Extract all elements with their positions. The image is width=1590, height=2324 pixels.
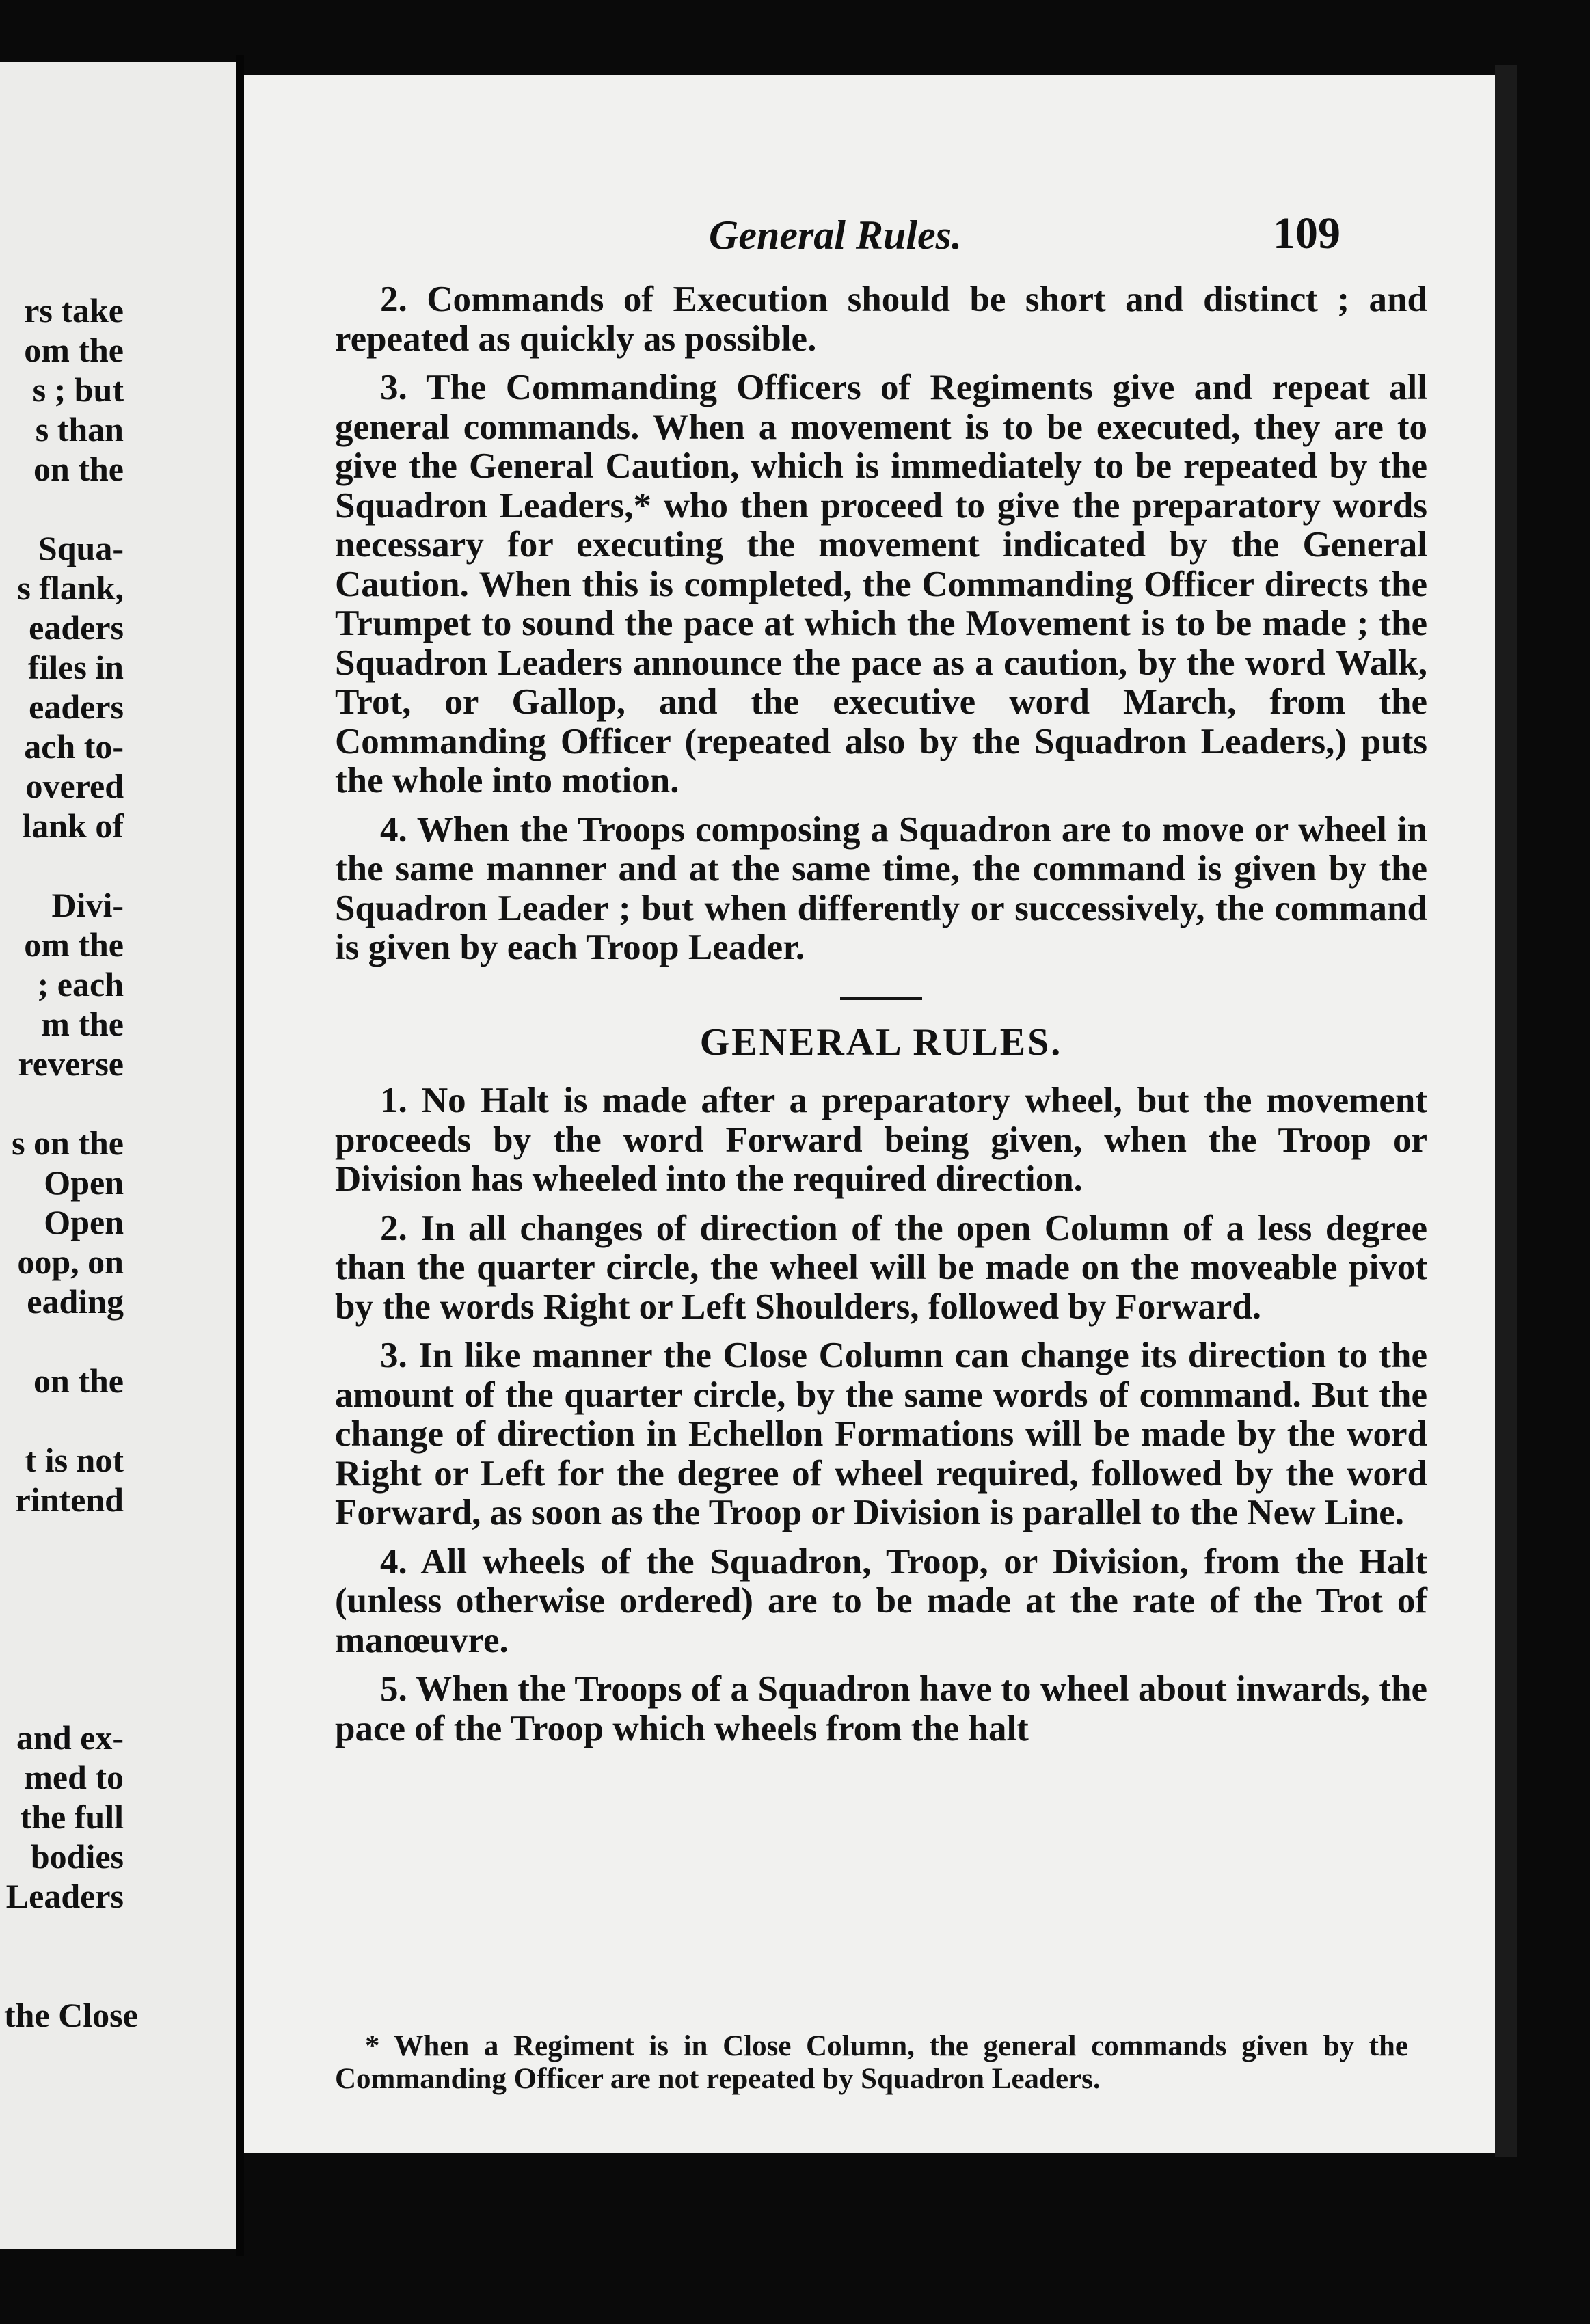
left-page-line: rintend — [15, 1481, 124, 1519]
page-edge-shadow — [1495, 65, 1517, 2157]
book-gutter — [236, 55, 244, 2256]
left-page-line: on the — [33, 450, 124, 488]
left-page-line — [4, 1559, 124, 1599]
left-page-line: Divi- — [51, 886, 124, 924]
left-page-line: om the — [24, 331, 124, 369]
left-page-line — [4, 846, 124, 885]
left-page-line — [4, 1916, 124, 1956]
right-page — [244, 75, 1495, 2153]
rule-1-no-halt: 1. No Halt is made after a preparatory wheel, but the movement proceeds by the word Forward being given, when the Troop or Division has wheeled into the required direction. — [335, 1081, 1427, 1199]
rule-4-wheels-from-halt: 4. All wheels of the Squadron, Troop, or Division, from the Halt (unless otherwise ordered) are to be made at the rate of the Trot of manœuvre. — [335, 1541, 1427, 1660]
left-page-line: med to — [24, 1758, 124, 1796]
left-page-line: eaders — [29, 688, 124, 726]
paragraph-troops-composing-squadron: 4. When the Troops composing a Squadron are to move or wheel in the same manner and at the same time, the command is given by the Squadron Leader ; but when differently or successively, the command is given by each Troop Leader. — [335, 809, 1427, 967]
left-page-line: oop, on — [17, 1243, 124, 1281]
left-page-line: bodies — [30, 1837, 124, 1876]
left-page-line: files in — [27, 648, 124, 686]
left-page-line: Open — [44, 1163, 124, 1202]
body-text — [335, 280, 1427, 1748]
left-page-line: overed — [25, 767, 124, 805]
left-page-line: s on the — [12, 1124, 124, 1162]
rule-2-changes-of-direction: 2. In all changes of direction of the open Column of a less degree than the quarter circle, the wheel will be made on the moveable pivot by the words Right or Left Shoulders, followed by Forward. — [335, 1208, 1427, 1327]
paragraph-commanding-officers — [335, 368, 1427, 801]
left-page-line: reverse — [18, 1044, 124, 1083]
left-page-line: Leaders — [5, 1877, 124, 1915]
left-page-line — [4, 489, 124, 528]
left-page-line: Squa- — [38, 529, 124, 567]
left-page-line: the full — [20, 1798, 124, 1836]
left-page-line: s than — [35, 410, 124, 448]
left-page-line: s flank, — [17, 569, 124, 607]
rule-3-close-column: 3. In like manner the Close Column can change its direction to the amount of the quarter circle, by the same words of command. But the change of direction in Echellon Formations will be made by the word Right or Left for the degree of wheel required, followed by the word Forward, as soon as the Troop or Division is parallel to the New Line. — [335, 1336, 1427, 1532]
left-page-line-fragments — [4, 290, 138, 2035]
left-page-line: and ex- — [16, 1718, 124, 1757]
left-page-line — [4, 1956, 124, 1995]
left-page-line — [4, 1599, 124, 1638]
left-page-line: m the — [41, 1005, 124, 1043]
left-page-line — [4, 1401, 124, 1440]
left-page-line: ach to- — [24, 727, 124, 766]
left-page-line — [4, 1083, 124, 1123]
left-page-line: s ; but — [32, 370, 124, 409]
left-page-line — [4, 1519, 124, 1559]
paragraph-commands-of-execution: 2. Commands of Execution should be short and distinct ; and repeated as quickly as possible. — [335, 280, 1427, 359]
left-page-line: Open — [44, 1203, 124, 1241]
left-page-line — [4, 1678, 124, 1718]
page-number: 109 — [1273, 208, 1340, 258]
running-head — [244, 208, 1340, 267]
left-page-line: the Close — [4, 1996, 138, 2034]
rule-5-wheel-about-inwards: 5. When the Troops of a Squadron have to wheel about inwards, the pace of the Troop which wheels from the halt — [335, 1669, 1427, 1748]
running-title: General Rules. — [709, 213, 962, 258]
left-page-fragment — [0, 62, 236, 2249]
left-page-line: rs take — [24, 291, 124, 329]
left-page-line: ; each — [37, 965, 124, 1003]
section-heading: GENERAL RULES. — [699, 1021, 1063, 1064]
left-page-line: om the — [24, 925, 124, 964]
footnote: * When a Regiment is in Close Column, the general commands given by the Commanding Officer are not repeated by Squadron Leaders. — [335, 2030, 1408, 2095]
left-page-line: on the — [33, 1362, 124, 1400]
left-page-line: t is not — [25, 1441, 124, 1479]
left-page-line: eading — [27, 1282, 124, 1321]
section-divider-rule — [840, 997, 922, 1000]
left-page-line — [4, 1321, 124, 1361]
left-page-line: lank of — [22, 807, 124, 845]
paragraph-commanding-officers-text: 3. The Commanding Officers of Regiments give and repeat all general commands. When a movement is to be executed, they are to give the General Caution, which is immediately to be repeated by the Squadron Leaders,* who then proceed to give the preparatory words necessary for executing the movement indicated by the General Caution. When this is completed, the Commanding Officer directs the Trumpet to sound the pace at which the Movement is to be made ; the Squadron Leaders announce the pace as a caution, by the word Walk, Trot, or Gallop, and the executive word March, from the Commanding Officer (repeated also by the Squadron Leaders,) puts the whole into motion. — [335, 368, 1427, 800]
left-page-line: eaders — [29, 608, 124, 647]
left-page-line — [4, 1638, 124, 1678]
